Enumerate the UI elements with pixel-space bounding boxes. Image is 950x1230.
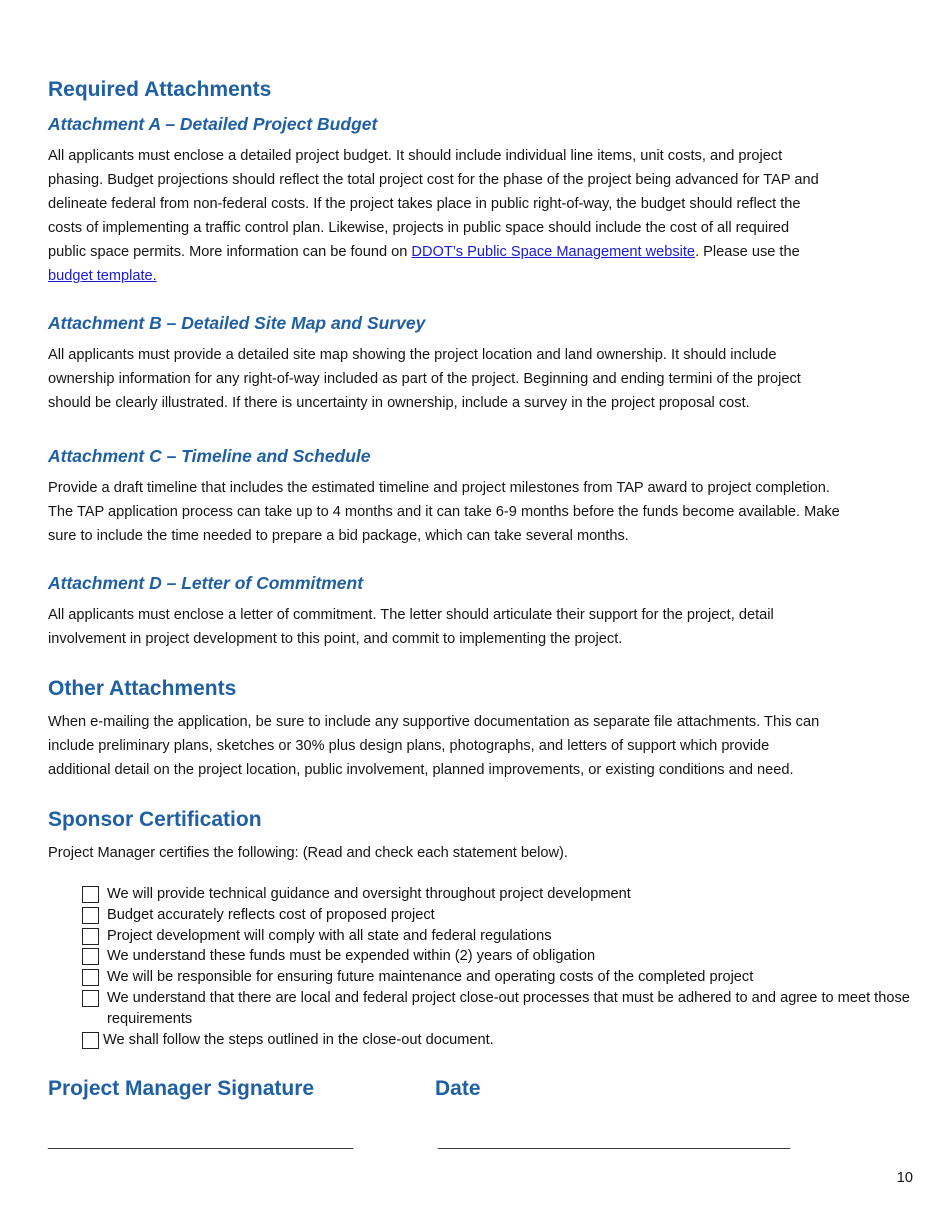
checklist-item — [82, 905, 912, 926]
attachment-a-line — [48, 264, 910, 288]
attachment-a-line: phasing. Budget projections should reflect the total project cost for the phase of the project being advanced for TAP and — [48, 172, 819, 188]
required-attachments-heading: Required Attachments — [48, 78, 272, 101]
attachment-a-line: delineate federal from non-federal costs. If the project takes place in public right-of-way, the budget should reflect the — [48, 196, 801, 212]
attachment-c-line: The TAP application process can take up to 4 months and it can take 6-9 months before the funds become available. Make — [48, 504, 840, 520]
page-number: 10 — [896, 1170, 913, 1186]
attachment-b-text — [48, 343, 910, 415]
checkbox[interactable] — [82, 990, 99, 1007]
attachment-a-line: costs of implementing a traffic control plan. Likewise, projects in public space should include the cost of all required — [48, 220, 790, 236]
attachment-b-heading: Attachment B – Detailed Site Map and Survey — [48, 313, 426, 333]
date-line[interactable]: _____________________________________________ — [438, 1134, 790, 1150]
sponsor-intro: Project Manager certifies the following: (Read and check each statement below). — [48, 845, 568, 861]
checklist-item — [82, 926, 912, 947]
checkbox[interactable] — [82, 948, 99, 965]
checklist-item — [82, 946, 912, 967]
attachment-d-line: All applicants must enclose a letter of commitment. The letter should articulate their support for the project, detail — [48, 607, 774, 623]
certification-checklist — [82, 884, 912, 1050]
checklist-item — [82, 884, 912, 905]
attachment-b-line: All applicants must provide a detailed site map showing the project location and land ownership. It should include — [48, 347, 777, 363]
budget-template-link[interactable]: budget template. — [48, 268, 157, 284]
attachment-c-line: Provide a draft timeline that includes the estimated timeline and project milestones from TAP award to project completion. — [48, 480, 830, 496]
attachment-a-line: All applicants must enclose a detailed project budget. It should include individual line items, unit costs, and project — [48, 148, 783, 164]
checklist-item-label: Budget accurately reflects cost of proposed project — [107, 906, 435, 923]
attachment-a-line: public space permits. More information can be found on DDOT’s Public Space Management website. Please use the — [48, 244, 800, 260]
attachment-a-heading: Attachment A – Detailed Project Budget — [48, 114, 378, 134]
other-attachments-line: include preliminary plans, sketches or 30% plus design plans, photographs, and letters of support which provide — [48, 738, 770, 754]
date-label: Date — [435, 1077, 481, 1100]
checkbox[interactable] — [82, 969, 99, 986]
attachment-a-text — [48, 144, 910, 288]
checklist-item — [82, 1030, 912, 1051]
checkbox[interactable] — [82, 907, 99, 924]
attachment-d-heading: Attachment D – Letter of Commitment — [48, 573, 364, 593]
checklist-item-label: We understand that there are local and federal project close-out processes that must be adhered to and agree to meet those requirements — [107, 989, 910, 1027]
attachment-b-line: ownership information for any right-of-way included as part of the project. Beginning and ending termini of the project — [48, 371, 801, 387]
attachment-c-heading: Attachment C – Timeline and Schedule — [48, 446, 371, 466]
checklist-item — [82, 967, 912, 988]
attachment-d-text — [48, 603, 910, 651]
checklist-item — [82, 988, 912, 1030]
checkbox[interactable] — [82, 886, 99, 903]
other-attachments-line: When e-mailing the application, be sure to include any supportive documentation as separate file attachments. This can — [48, 714, 820, 730]
attachment-b-line: should be clearly illustrated. If there is uncertainty in ownership, include a survey in the project proposal cost. — [48, 395, 750, 411]
checkbox[interactable] — [82, 928, 99, 945]
attachment-d-line: involvement in project development to this point, and commit to implementing the project. — [48, 631, 623, 647]
other-attachments-line: additional detail on the project location, public involvement, planned improvements, or existing conditions and need. — [48, 762, 794, 778]
checklist-item-label: Project development will comply with all state and federal regulations — [107, 927, 552, 944]
checklist-item-label: We understand these funds must be expended within (2) years of obligation — [107, 948, 596, 965]
attachment-c-line: sure to include the time needed to prepare a bid package, which can take several months. — [48, 528, 629, 544]
checklist-item-label: We will be responsible for ensuring future maintenance and operating costs of the completed project — [107, 969, 754, 986]
sponsor-certification-heading: Sponsor Certification — [48, 808, 262, 831]
attachment-c-text — [48, 476, 910, 548]
checklist-item-label: We shall follow the steps outlined in the close-out document. — [103, 1031, 494, 1048]
other-attachments-heading: Other Attachments — [48, 677, 237, 700]
checklist-item-label: We will provide technical guidance and oversight throughout project development — [107, 886, 631, 902]
checkbox[interactable] — [82, 1032, 99, 1049]
signature-label: Project Manager Signature — [48, 1077, 315, 1100]
other-attachments-text — [48, 710, 910, 782]
public-space-management-link[interactable]: DDOT’s Public Space Management website — [411, 244, 696, 260]
signature-line[interactable]: _______________________________________ — [48, 1134, 353, 1150]
